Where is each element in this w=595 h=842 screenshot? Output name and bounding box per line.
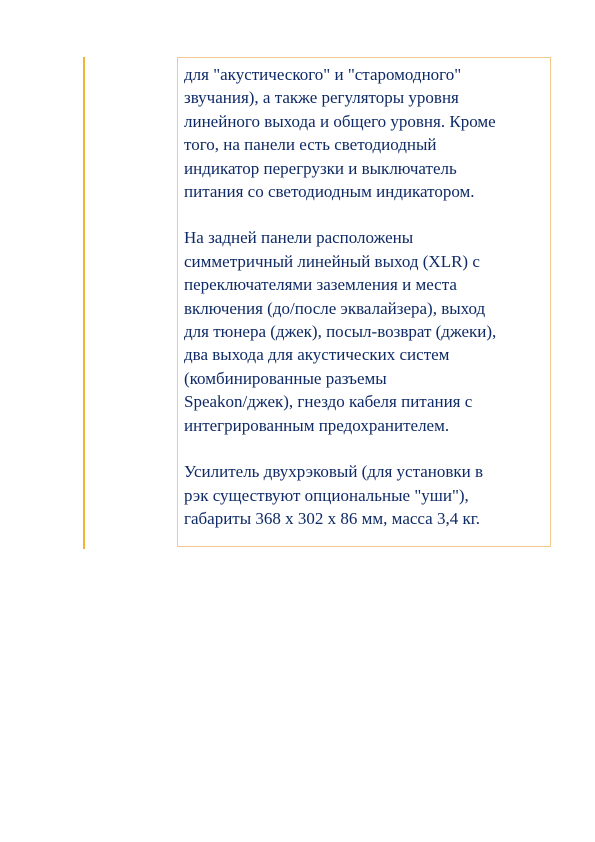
paragraph-dimensions <box>184 460 550 530</box>
text-line: питания со светодиодным индикатором. <box>184 182 475 202</box>
text-line: габариты 368 х 302 х 86 мм, масса 3,4 кг. <box>184 508 481 528</box>
text-line: На задней панели расположены <box>184 228 414 248</box>
text-line: Усилитель двухрэковый (для установки в <box>184 462 484 482</box>
paragraph-rear-panel <box>184 226 550 437</box>
text-line: индикатор перегрузки и выключатель <box>184 158 457 178</box>
text-line: включения (до/после эквалайзера), выход <box>184 298 486 318</box>
text-line: того, на панели есть светодиодный <box>184 135 437 155</box>
text-line: интегрированным предохранителем. <box>184 415 450 435</box>
margin-rule <box>83 57 85 549</box>
text-line: Speakon/джек), гнездо кабеля питания с <box>184 392 473 412</box>
text-line: для тюнера (джек), посыл-возврат (джеки), <box>184 322 497 342</box>
text-line: два выхода для акустических систем <box>184 345 450 365</box>
text-line: для "акустического" и "старомодного" <box>184 65 462 84</box>
text-line: симметричный линейный выход (XLR) с <box>184 251 480 271</box>
text-line: переключателями заземления и места <box>184 275 457 295</box>
text-line: линейного выхода и общего уровня. Кроме <box>184 111 496 131</box>
text-line: звучания), а также регуляторы уровня <box>184 88 459 108</box>
text-line: рэк существуют опциональные "уши"), <box>184 485 469 505</box>
paragraph-front-panel-controls <box>184 63 550 203</box>
text-line: (комбинированные разъемы <box>184 368 387 388</box>
text-frame <box>177 57 551 547</box>
